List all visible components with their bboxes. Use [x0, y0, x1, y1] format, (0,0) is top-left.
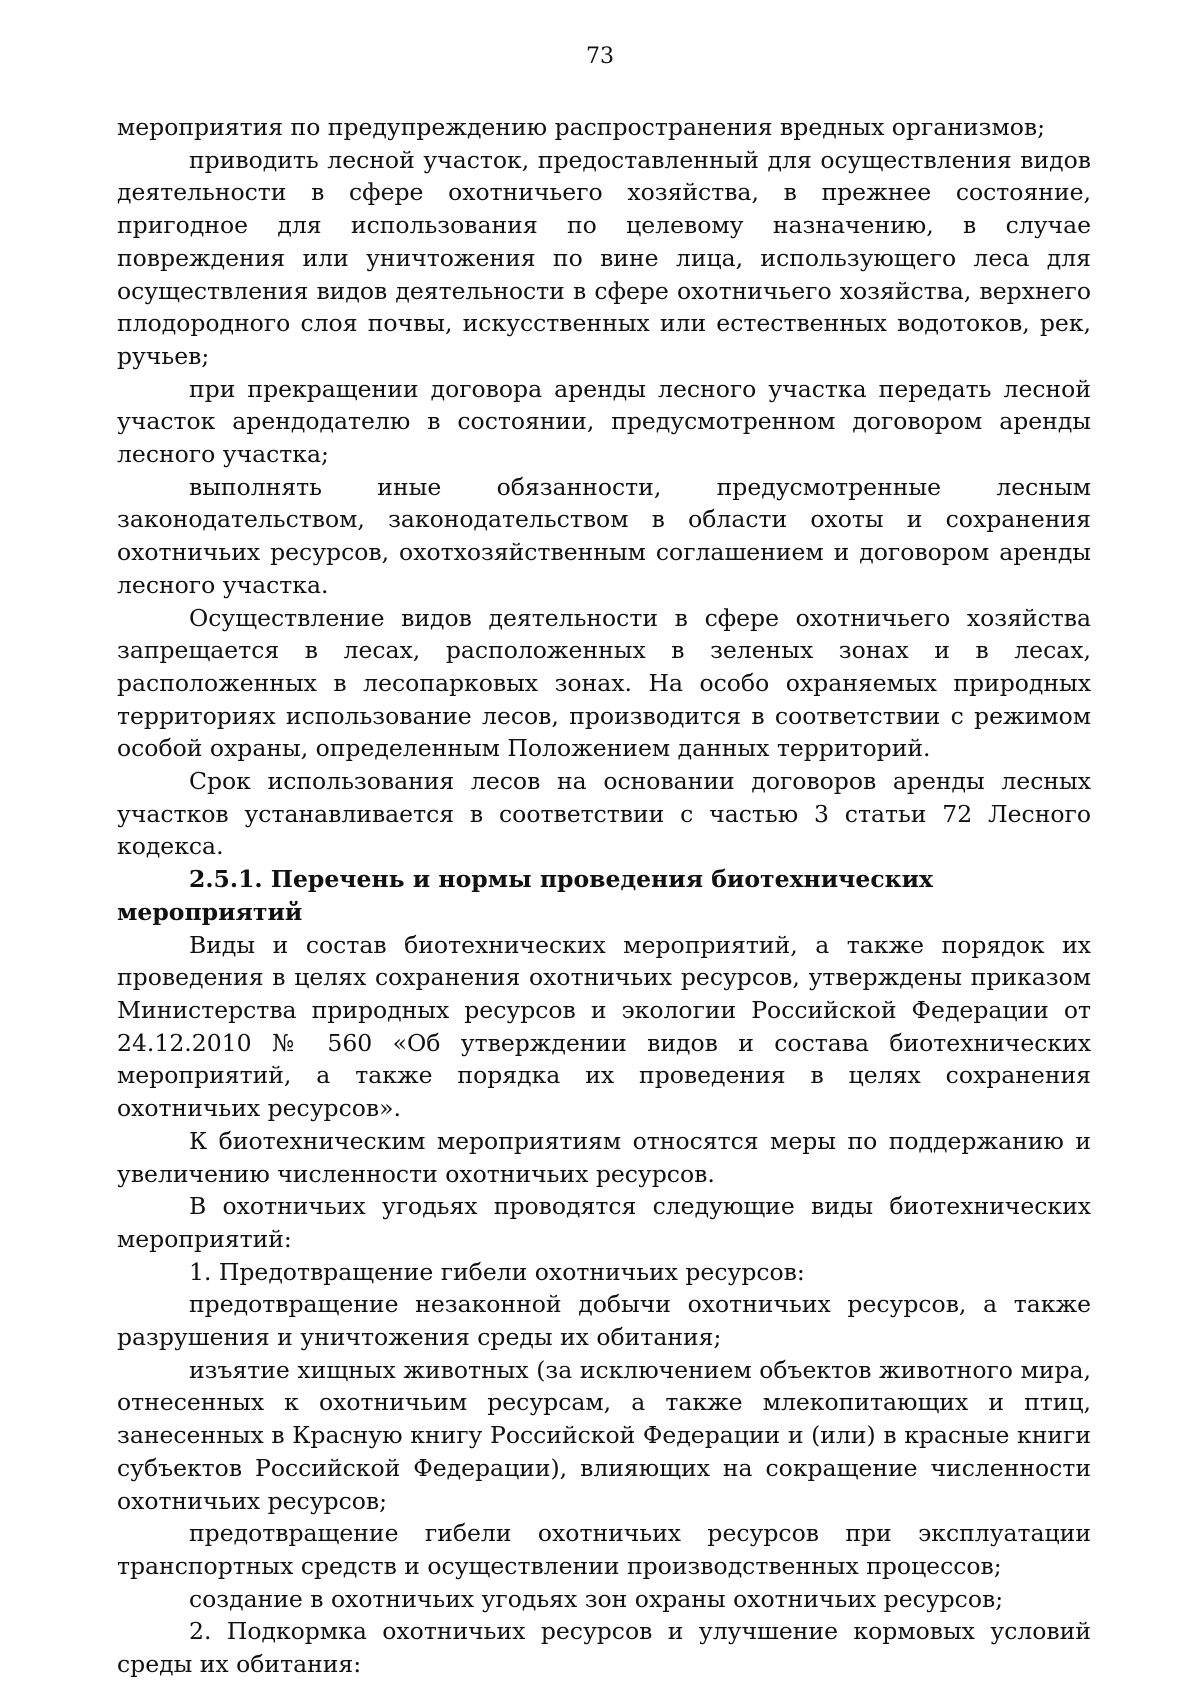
- page-number: 73: [586, 44, 614, 69]
- section-heading: 2.5.1. Перечень и нормы проведения биотехнических мероприятий: [117, 865, 934, 926]
- list-item-predator-removal: изъятие хищных животных (за исключением объектов животного мира, отнесенных к охотничьим ресурсам, а также млекопитающих и птиц, занесенных в Красную книгу Российской Федерации и (или) в красные книги субъектов Российской Федерации), влияющих на сокращение численности охотничьих ресурсов;: [117, 1355, 1091, 1515]
- paragraph-biotech-definition: К биотехническим мероприятиям относятся меры по поддержанию и увеличению численности охотничьих ресурсов.: [117, 1126, 1091, 1188]
- list-item-illegal-hunting: предотвращение незаконной добычи охотничьих ресурсов, а также разрушения и уничтожения среды их обитания;: [117, 1290, 1091, 1352]
- paragraph-order-reference: Виды и состав биотехнических мероприятий, а также порядок их проведения в целях сохранения охотничьих ресурсов, утверждены приказом Министерства природных ресурсов и экологии Российской Федерации от 24.12.2010 № 560 «Об утверждении видов и состава биотехнических мероприятий, а также порядка их проведения в целях сохранения охотничьих ресурсов».: [117, 930, 1091, 1123]
- page-body: [117, 111, 1091, 1681]
- paragraph-other-duties: выполнять иные обязанности, предусмотренные лесным законодательством, законодательством в области охоты и сохранения охотничьих ресурсов, охотхозяйственным соглашением и договором аренды лесного участка.: [117, 472, 1091, 599]
- paragraph-restricted-zones: Осуществление видов деятельности в сфере охотничьего хозяйства запрещается в лесах, расположенных в зеленых зонах и в лесах, расположенных в лесопарковых зонах. На особо охраняемых природных территориях использование лесов, производится в соответствии с режимом особой охраны, определенным Положением данных территорий.: [117, 603, 1091, 763]
- list-item-1-heading: 1. Предотвращение гибели охотничьих ресурсов:: [189, 1257, 805, 1286]
- list-item-protection-zones: создание в охотничьих угодьях зон охраны охотничьих ресурсов;: [189, 1584, 1004, 1613]
- paragraph-transfer-plot: при прекращении договора аренды лесного участка передать лесной участок арендодателю в состоянии, предусмотренном договором аренды лесного участка;: [117, 374, 1091, 469]
- paragraph-measure-types-intro: В охотничьих угодьях проводятся следующие виды биотехнических мероприятий:: [117, 1192, 1091, 1253]
- paragraph-restore-plot: приводить лесной участок, предоставленный для осуществления видов деятельности в сфере охотничьего хозяйства, в прежнее состояние, пригодное для использования по целевому назначению, в случае повреждения или уничтожения по вине лица, использующего леса для осуществления видов деятельности в сфере охотничьего хозяйства, верхнего плодородного слоя почвы, искусственных или естественных водотоков, рек, ручьев;: [117, 145, 1091, 370]
- paragraph-lease-term: Срок использования лесов на основании договоров аренды лесных участков устанавливается в соответствии с частью 3 статьи 72 Лесного кодекса.: [117, 767, 1091, 861]
- list-item-2-heading: 2. Подкормка охотничьих ресурсов и улучшение кормовых условий среды их обитания:: [117, 1617, 1091, 1679]
- paragraph-pest-measures: мероприятия по предупреждению распространения вредных организмов;: [117, 113, 1046, 141]
- list-item-transport-losses: предотвращение гибели охотничьих ресурсов при эксплуатации транспортных средств и осуществлении производственных процессов;: [117, 1519, 1091, 1580]
